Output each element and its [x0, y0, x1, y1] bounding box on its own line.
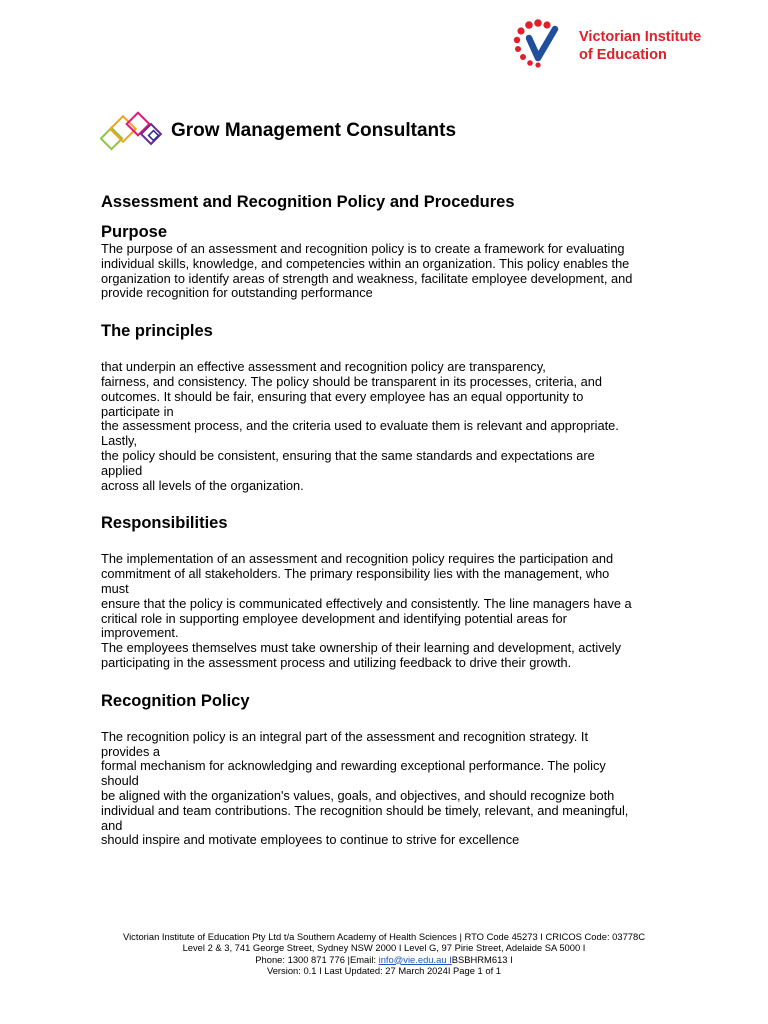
- text-line: ensure that the policy is communicated effectively and consistently. The line managers have a: [101, 595, 632, 611]
- document-title: Assessment and Recognition Policy and Procedures: [101, 193, 515, 211]
- section-heading-purpose: Purpose: [101, 223, 168, 241]
- company-logo-icon: [100, 110, 164, 156]
- text-line: organization to identify areas of strength and weakness, facilitate employee development, and: [101, 270, 633, 286]
- text-line: improvement.: [101, 625, 179, 641]
- text-line: individual and team contributions. The recognition should be timely, relevant, and meaningful,: [101, 802, 629, 818]
- footer-unit-code: BSBHRM613 I: [451, 953, 513, 965]
- institute-emblem-icon: [510, 18, 574, 74]
- text-line: The purpose of an assessment and recognition policy is to create a framework for evaluating: [101, 241, 625, 256]
- section-heading-responsibilities: Responsibilities: [101, 514, 228, 533]
- institute-logo: [510, 18, 740, 74]
- section-purpose-text: [101, 242, 667, 301]
- footer-company-line: Victorian Institute of Education Pty Ltd t/a Southern Academy of Health Sciences | RTO Code 45273 I CRICOS Code: 03778C: [123, 931, 645, 942]
- text-line: outcomes. It should be fair, ensuring that every employee has an equal opportunity to: [101, 388, 584, 404]
- text-line: The employees themselves must take ownership of their learning and development, actively: [101, 640, 621, 656]
- text-line: individual skills, knowledge, and competencies within an organization. This policy enables the: [101, 255, 630, 271]
- text-line: should: [101, 773, 139, 789]
- company-header: [100, 110, 520, 156]
- institute-name-line2: of Education: [579, 47, 667, 63]
- text-line: provides a: [101, 743, 161, 759]
- text-line: the assessment process, and the criteria used to evaluate them is relevant and appropriate.: [101, 418, 619, 434]
- text-line: The recognition policy is an integral part of the assessment and recognition strategy. It: [101, 728, 589, 744]
- section-responsibilities-text: [101, 552, 667, 670]
- section-heading-principles: The principles: [101, 322, 213, 341]
- text-line: participate in: [101, 403, 174, 419]
- text-line: across all levels of the organization.: [101, 477, 304, 493]
- text-line: participating in the assessment process and utilizing feedback to drive their growth.: [101, 654, 572, 670]
- section-recognition-policy-text: [101, 730, 667, 848]
- section-heading-recognition-policy: Recognition Policy: [101, 691, 250, 710]
- text-line: provide recognition for outstanding performance: [101, 285, 373, 301]
- section-principles-text: [101, 360, 667, 493]
- footer-contact-line: [0, 954, 768, 965]
- text-line: formal mechanism for acknowledging and rewarding exceptional performance. The policy: [101, 758, 606, 774]
- text-line: that underpin an effective assessment and recognition policy are transparency,: [101, 359, 546, 375]
- text-line: be aligned with the organization's values, goals, and objectives, and should recognize both: [101, 787, 615, 803]
- footer-version-line: Version: 0.1 I Last Updated: 27 March 2024I Page 1 of 1: [266, 964, 501, 976]
- page-footer: [0, 931, 768, 976]
- text-line: The implementation of an assessment and recognition policy requires the participation and: [101, 551, 614, 567]
- footer-email-link[interactable]: info@vie.edu.au I: [378, 953, 452, 965]
- footer-phone: Phone: 1300 871 776 |Email:: [255, 953, 379, 965]
- institute-name-line1: Victorian Institute: [579, 29, 702, 45]
- text-line: Lastly,: [101, 433, 138, 449]
- document-body: [101, 192, 667, 848]
- text-line: should inspire and motivate employees to continue to strive for excellence: [101, 832, 520, 848]
- text-line: commitment of all stakeholders. The primary responsibility lies with the management, who: [101, 566, 610, 582]
- company-name: Grow Management Consultants: [171, 120, 457, 141]
- text-line: fairness, and consistency. The policy should be transparent in its processes, criteria, and: [101, 373, 602, 389]
- text-line: must: [101, 580, 129, 596]
- footer-address-line: Level 2 & 3, 741 George Street, Sydney NSW 2000 I Level G, 97 Pirie Street, Adelaide SA 5000 I: [182, 942, 586, 954]
- text-line: applied: [101, 462, 143, 478]
- institute-name: [579, 28, 701, 64]
- text-line: the policy should be consistent, ensuring that the same standards and expectations are: [101, 447, 595, 463]
- text-line: and: [101, 817, 123, 833]
- text-line: critical role in supporting employee development and identifying potential areas for: [101, 610, 567, 626]
